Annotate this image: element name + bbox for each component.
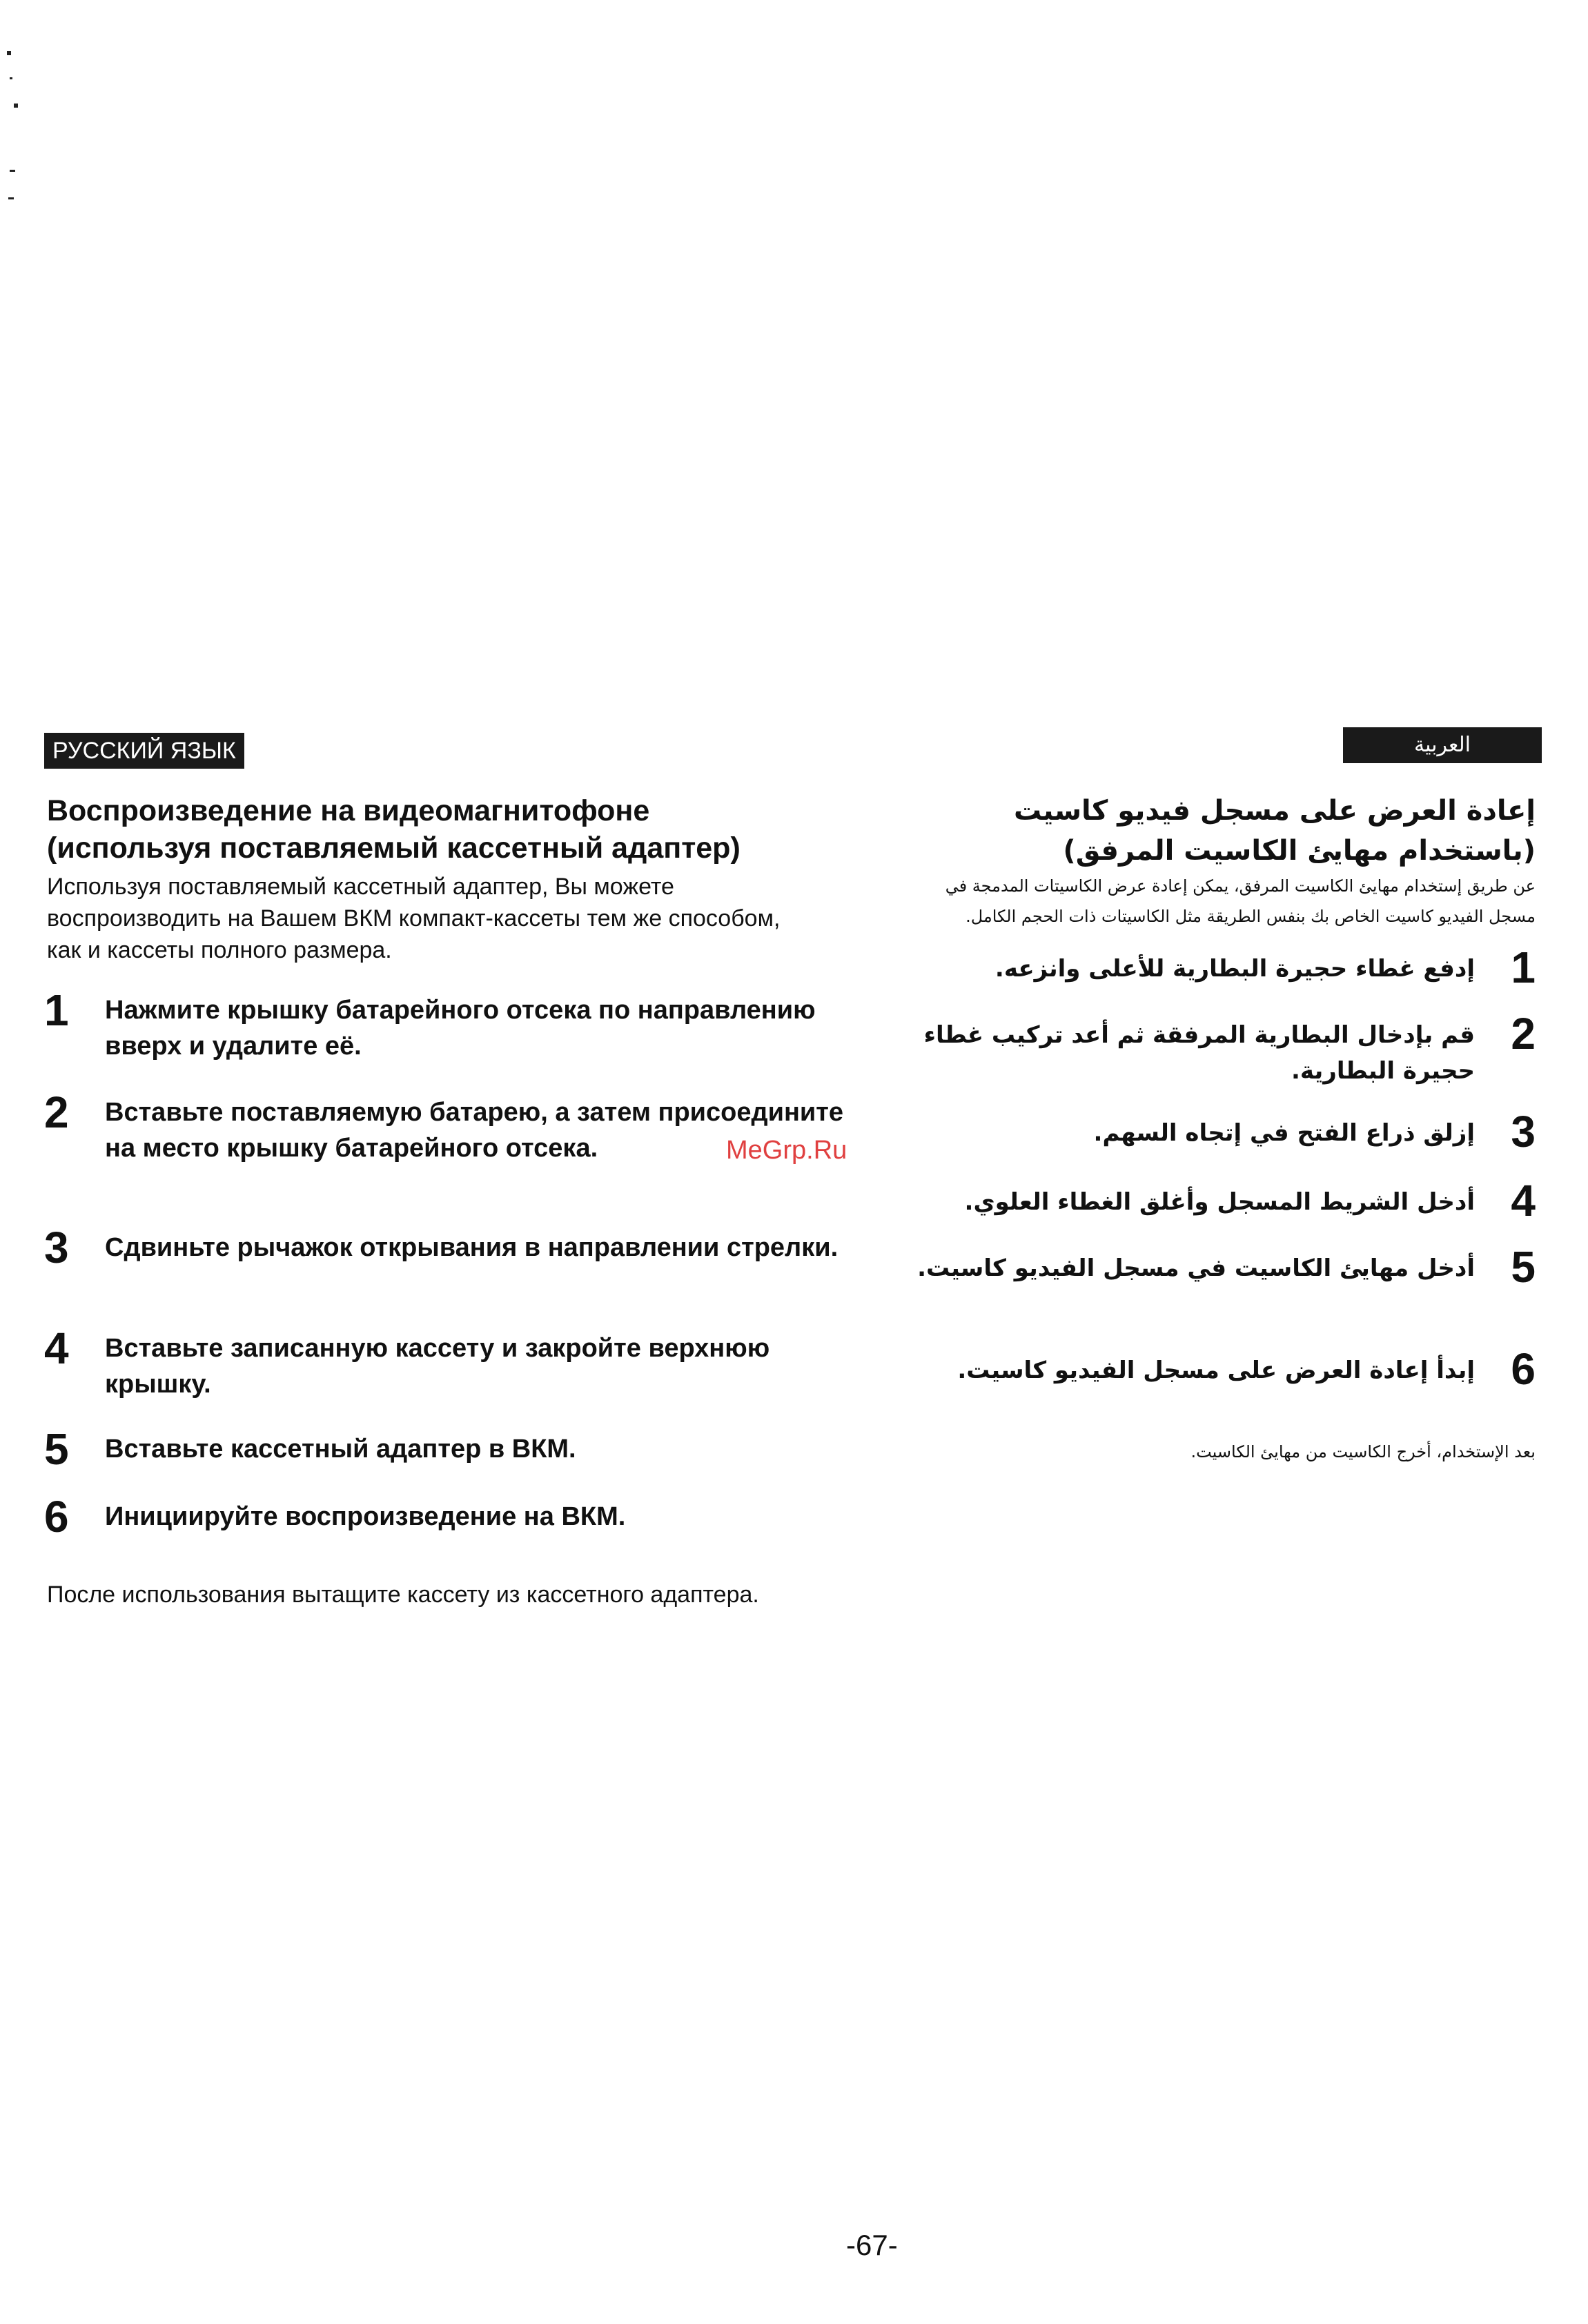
scan-speck	[7, 51, 11, 55]
step-text: Вставьте записанную кассету и закройте верхнюю крышку.	[105, 1334, 770, 1399]
intro-paragraph-russian: Используя поставляемый кассетный адаптер, Вы можете воспроизводить на Вашем ВКМ компакт-кассеты тем же способом, как и кассеты полного размера.	[47, 874, 781, 963]
after-use-note-arabic: بعد الإستخدام، أخرج الكاسيت من مهايئ الكاسيت.	[1190, 1442, 1536, 1461]
watermark: MeGrp.Ru	[726, 1136, 847, 1165]
step-text: إدفع غطاء حجيرة البطارية للأعلى وانزعه.	[994, 955, 1475, 983]
step-text: Вставьте поставляемую батарею, а затем присоедините на место крышку батарейного отсека.	[105, 1098, 844, 1163]
step-text: Инициируйте воспроизведение на ВКМ.	[105, 1502, 626, 1531]
title-line-2: (используя поставляемый кассетный адаптер)	[47, 831, 741, 865]
step-text: أدخل الشريط المسجل وأغلق الغطاء العلوي.	[964, 1188, 1475, 1216]
scan-speck	[14, 104, 18, 108]
step-5-arabic	[873, 1242, 1536, 1326]
step-number: 1	[1511, 943, 1536, 992]
step-number: 5	[44, 1424, 69, 1474]
step-text: قم بإدخال البطارية المرفقة ثم أعد تركيب غطاء حجيرة البطارية.	[923, 1021, 1475, 1085]
step-3-arabic	[873, 1107, 1536, 1191]
step-4-arabic	[873, 1176, 1536, 1260]
step-number: 6	[44, 1492, 69, 1542]
scan-speck	[8, 197, 14, 199]
step-number: 5	[1511, 1242, 1536, 1292]
step-number: 1	[44, 985, 69, 1035]
page-number: -67-	[846, 2229, 898, 2261]
step-text: إبدأ إعادة العرض على مسجل الفيديو كاسيت.	[957, 1357, 1475, 1384]
step-number: 3	[1511, 1107, 1536, 1156]
step-number: 6	[1511, 1344, 1536, 1394]
step-text: أدخل مهايئ الكاسيت في مسجل الفيديو كاسيت.	[917, 1254, 1475, 1282]
title-line-1: Воспроизведение на видеомагнитофоне	[47, 794, 650, 827]
step-text: إزلق ذراع الفتح في إتجاه السهم.	[1093, 1119, 1475, 1147]
scan-speck	[10, 170, 15, 172]
step-6-arabic	[873, 1344, 1536, 1428]
step-text: Сдвиньте рычажок открывания в направлении стрелки.	[105, 1233, 839, 1262]
step-number: 2	[44, 1087, 69, 1137]
section-title-arabic	[845, 791, 1536, 871]
title-line-1: إعادة العرض على مسجل فيديو كاسيت	[1014, 795, 1536, 827]
language-label-arabic: العربية	[1343, 727, 1542, 763]
step-number: 3	[44, 1223, 69, 1272]
language-label-russian: РУССКИЙ ЯЗЫК	[44, 733, 244, 769]
title-line-2: (باستخدام مهايئ الكاسيت المرفق)	[1063, 835, 1536, 867]
step-1-arabic	[873, 943, 1536, 1027]
section-title-russian	[47, 792, 875, 867]
step-number: 4	[44, 1323, 69, 1373]
step-text: Вставьте кассетный адаптер в ВКМ.	[105, 1435, 576, 1464]
intro-paragraph-arabic: عن طريق إستخدام مهايئ الكاسيت المرفق، يمكن إعادة عرض الكاسيتات المدمجة في مسجل الفيديو كاسيت الخاص بك بنفس الطريقة مثل الكاسيتات ذات الحجم الكامل.	[945, 876, 1536, 926]
step-2-arabic	[873, 1009, 1536, 1093]
step-number: 4	[1511, 1176, 1536, 1225]
step-text: Нажмите крышку батарейного отсека по направлению вверх и удалите её.	[105, 996, 816, 1061]
after-use-note-russian: После использования вытащите кассету из кассетного адаптера.	[47, 1582, 759, 1608]
step-number: 2	[1511, 1009, 1536, 1058]
scan-speck	[10, 77, 12, 79]
